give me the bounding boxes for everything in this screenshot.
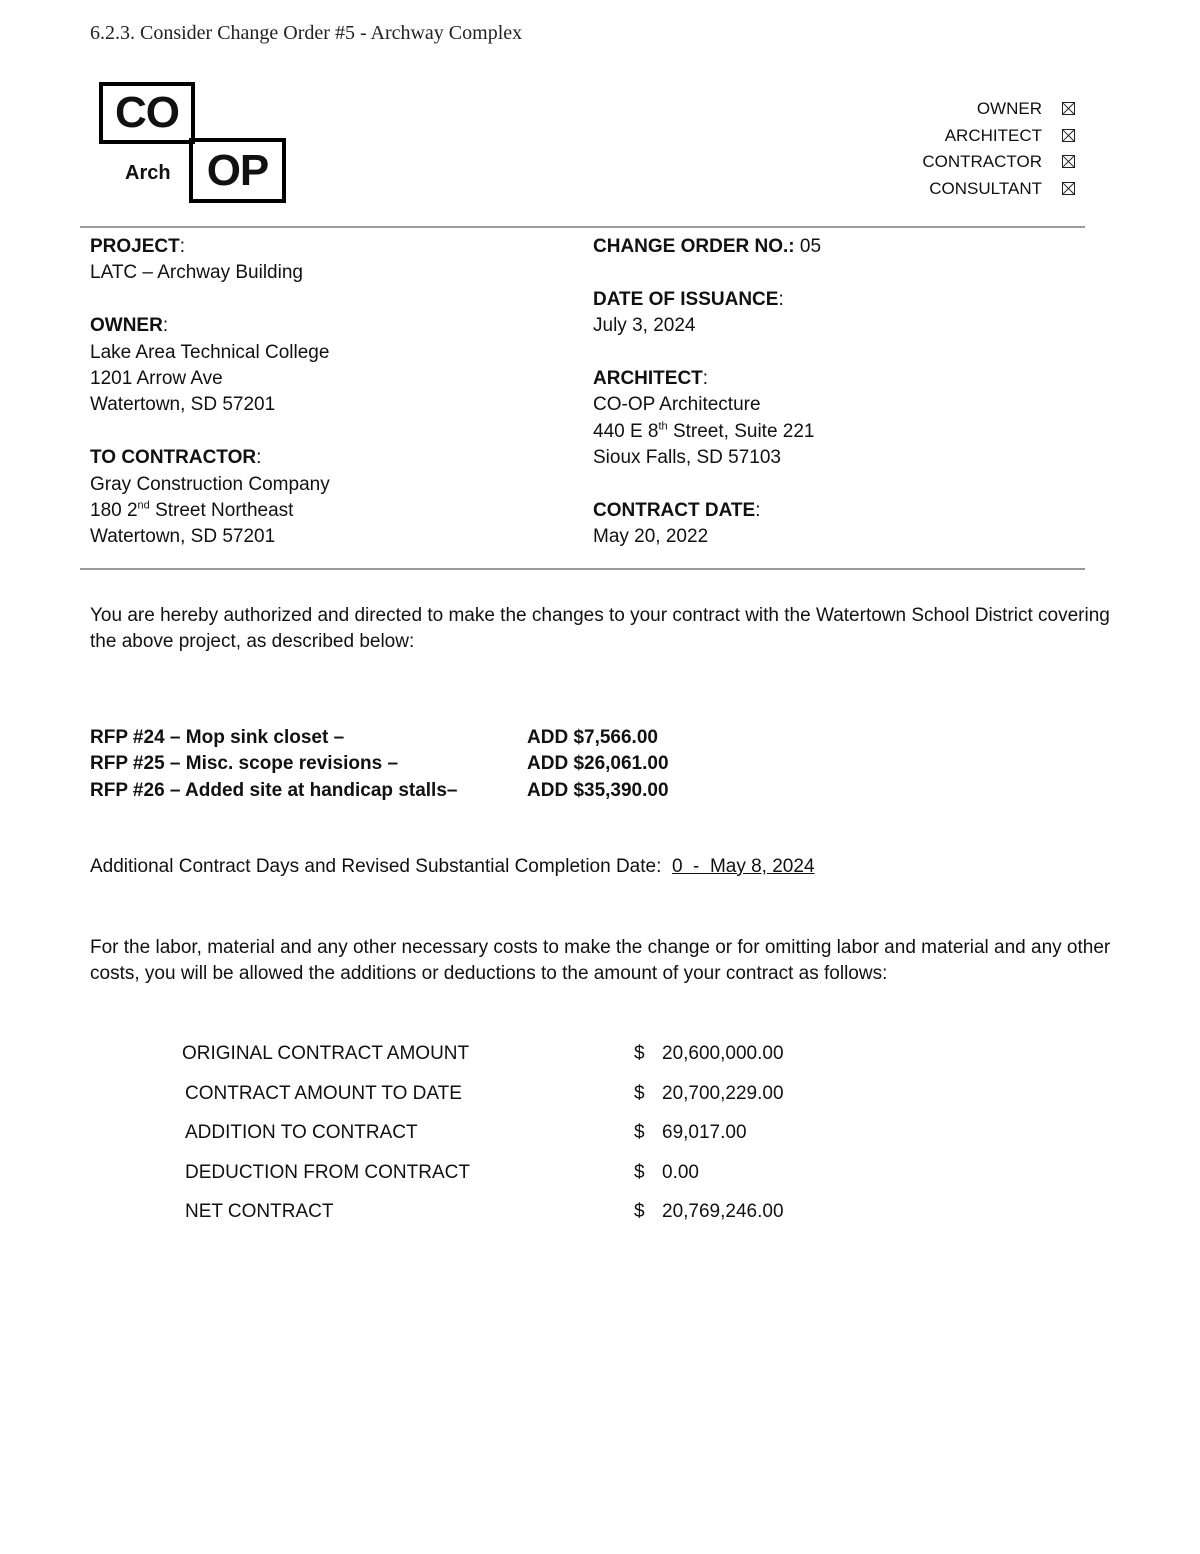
distribution-list — [922, 96, 1075, 202]
checked-box-icon — [1062, 129, 1075, 142]
architect-address-1-rest: Street, Suite 221 — [667, 420, 815, 442]
summary-label: ADDITION TO CONTRACT — [185, 1122, 418, 1143]
completion-label: Additional Contract Days and Revised Substantial Completion Date: — [90, 856, 662, 877]
summary-value: 20,769,246.00 — [662, 1201, 784, 1222]
contractor-address-1 — [90, 498, 330, 524]
logo-op-box: OP — [189, 138, 286, 203]
rfp-list — [90, 725, 669, 804]
table-row — [185, 1160, 699, 1200]
checked-box-icon — [1062, 155, 1075, 168]
issuance-block: DATE OF ISSUANCE: July 3, 2024 — [593, 287, 821, 340]
summary-currency: $ — [634, 1043, 645, 1064]
architect-address-1-part: 440 E 8 — [593, 420, 659, 442]
checked-box-icon — [1062, 182, 1075, 195]
contractor-address-1-sup: nd — [137, 499, 150, 512]
list-item — [90, 751, 669, 777]
info-divider — [80, 568, 1085, 570]
summary-currency: $ — [634, 1201, 645, 1222]
contractor-block: TO CONTRACTOR: Gray Construction Company 180 2nd Street Northeast Watertown, SD 57201 — [90, 445, 330, 551]
change-order-block — [593, 234, 821, 260]
summary-label: DEDUCTION FROM CONTRACT — [185, 1161, 470, 1183]
owner-address-1: 1201 Arrow Ave — [90, 368, 223, 390]
header-divider — [80, 226, 1085, 228]
distribution-label: CONSULTANT — [929, 178, 1042, 198]
rfp-description: RFP #24 – Mop sink closet – — [90, 727, 345, 748]
authorization-paragraph: You are hereby authorized and directed to make the changes to your contract with the Watertown School District covering the above project, as described below: — [90, 605, 1110, 653]
summary-value: 69,017.00 — [662, 1122, 747, 1143]
issuance-date: July 3, 2024 — [593, 315, 696, 337]
contract-date-block: CONTRACT DATE: May 20, 2022 — [593, 498, 821, 551]
contractor-address-1-rest: Street Northeast — [149, 500, 294, 522]
distribution-architect — [922, 123, 1075, 150]
architect-block: ARCHITECT: CO-OP Architecture 440 E 8th Street, Suite 221 Sioux Falls, SD 57103 — [593, 366, 821, 472]
owner-label: OWNER — [90, 315, 163, 337]
architect-name: CO-OP Architecture — [593, 394, 761, 416]
table-row — [185, 1199, 784, 1239]
summary-currency: $ — [634, 1161, 645, 1183]
co-op-architecture-logo — [97, 80, 292, 205]
rfp-description: RFP #25 – Misc. scope revisions – — [90, 753, 399, 775]
list-item — [90, 725, 658, 751]
logo-arch-text: Arch — [125, 162, 171, 184]
architect-address-1-sup: th — [658, 420, 668, 433]
distribution-label: OWNER — [976, 99, 1042, 118]
contractor-address-2: Watertown, SD 57201 — [90, 526, 276, 548]
architect-address-2: Sioux Falls, SD 57103 — [593, 447, 781, 469]
rfp-amount: ADD $7,566.00 — [527, 727, 658, 748]
owner-name: Lake Area Technical College — [90, 341, 330, 363]
contract-summary-table — [182, 1041, 784, 1239]
right-info-column — [593, 234, 821, 577]
contract-date-label: CONTRACT DATE — [593, 500, 756, 522]
summary-label: ORIGINAL CONTRACT AMOUNT — [182, 1043, 470, 1064]
contract-date-value: May 20, 2022 — [593, 526, 709, 548]
table-row — [185, 1120, 747, 1160]
summary-currency: $ — [634, 1082, 645, 1104]
architect-label: ARCHITECT — [593, 368, 703, 389]
summary-label: CONTRACT AMOUNT TO DATE — [185, 1082, 462, 1104]
issuance-label: DATE OF ISSUANCE — [593, 288, 779, 310]
architect-address-1 — [593, 419, 821, 445]
project-label: PROJECT — [90, 236, 180, 257]
distribution-owner — [922, 96, 1075, 123]
distribution-label: ARCHITECT — [944, 125, 1042, 145]
owner-address-2: Watertown, SD 57201 — [90, 394, 276, 416]
summary-value: 20,600,000.00 — [662, 1043, 784, 1064]
project-value: LATC – Archway Building — [90, 262, 303, 284]
table-row — [185, 1081, 784, 1121]
logo-co-box: CO — [99, 82, 195, 144]
summary-currency: $ — [634, 1122, 645, 1143]
contractor-name: Gray Construction Company — [90, 473, 330, 495]
costs-paragraph: For the labor, material and any other necessary costs to make the change or for omitting labor and material and any other costs, you will be allowed the additions or deductions to the amount of your contract as follows: — [90, 937, 1111, 985]
owner-block: OWNER: Lake Area Technical College 1201 Arrow Ave Watertown, SD 57201 — [90, 313, 330, 419]
agenda-item-title: 6.2.3. Consider Change Order #5 - Archway Complex — [90, 22, 523, 44]
summary-value: 20,700,229.00 — [662, 1082, 784, 1104]
distribution-consultant — [922, 176, 1075, 203]
table-row — [182, 1041, 784, 1081]
contractor-address-1-part: 180 2 — [90, 500, 138, 522]
distribution-contractor — [922, 149, 1075, 176]
change-order-label: CHANGE ORDER NO.: — [593, 236, 795, 257]
summary-label: NET CONTRACT — [185, 1201, 334, 1222]
checked-box-icon — [1062, 102, 1075, 115]
rfp-amount: ADD $26,061.00 — [527, 753, 669, 775]
project-block: PROJECT: LATC – Archway Building — [90, 234, 330, 287]
completion-date-line — [90, 856, 815, 878]
contractor-label: TO CONTRACTOR — [90, 447, 257, 469]
rfp-description: RFP #26 – Added site at handicap stalls– — [90, 779, 458, 801]
list-item — [90, 778, 669, 804]
summary-value: 0.00 — [662, 1161, 699, 1183]
left-info-column — [90, 234, 330, 577]
change-order-number: 05 — [799, 236, 822, 257]
distribution-label: CONTRACTOR — [922, 152, 1042, 171]
completion-value: 0 - May 8, 2024 — [671, 856, 815, 877]
rfp-amount: ADD $35,390.00 — [527, 779, 669, 801]
